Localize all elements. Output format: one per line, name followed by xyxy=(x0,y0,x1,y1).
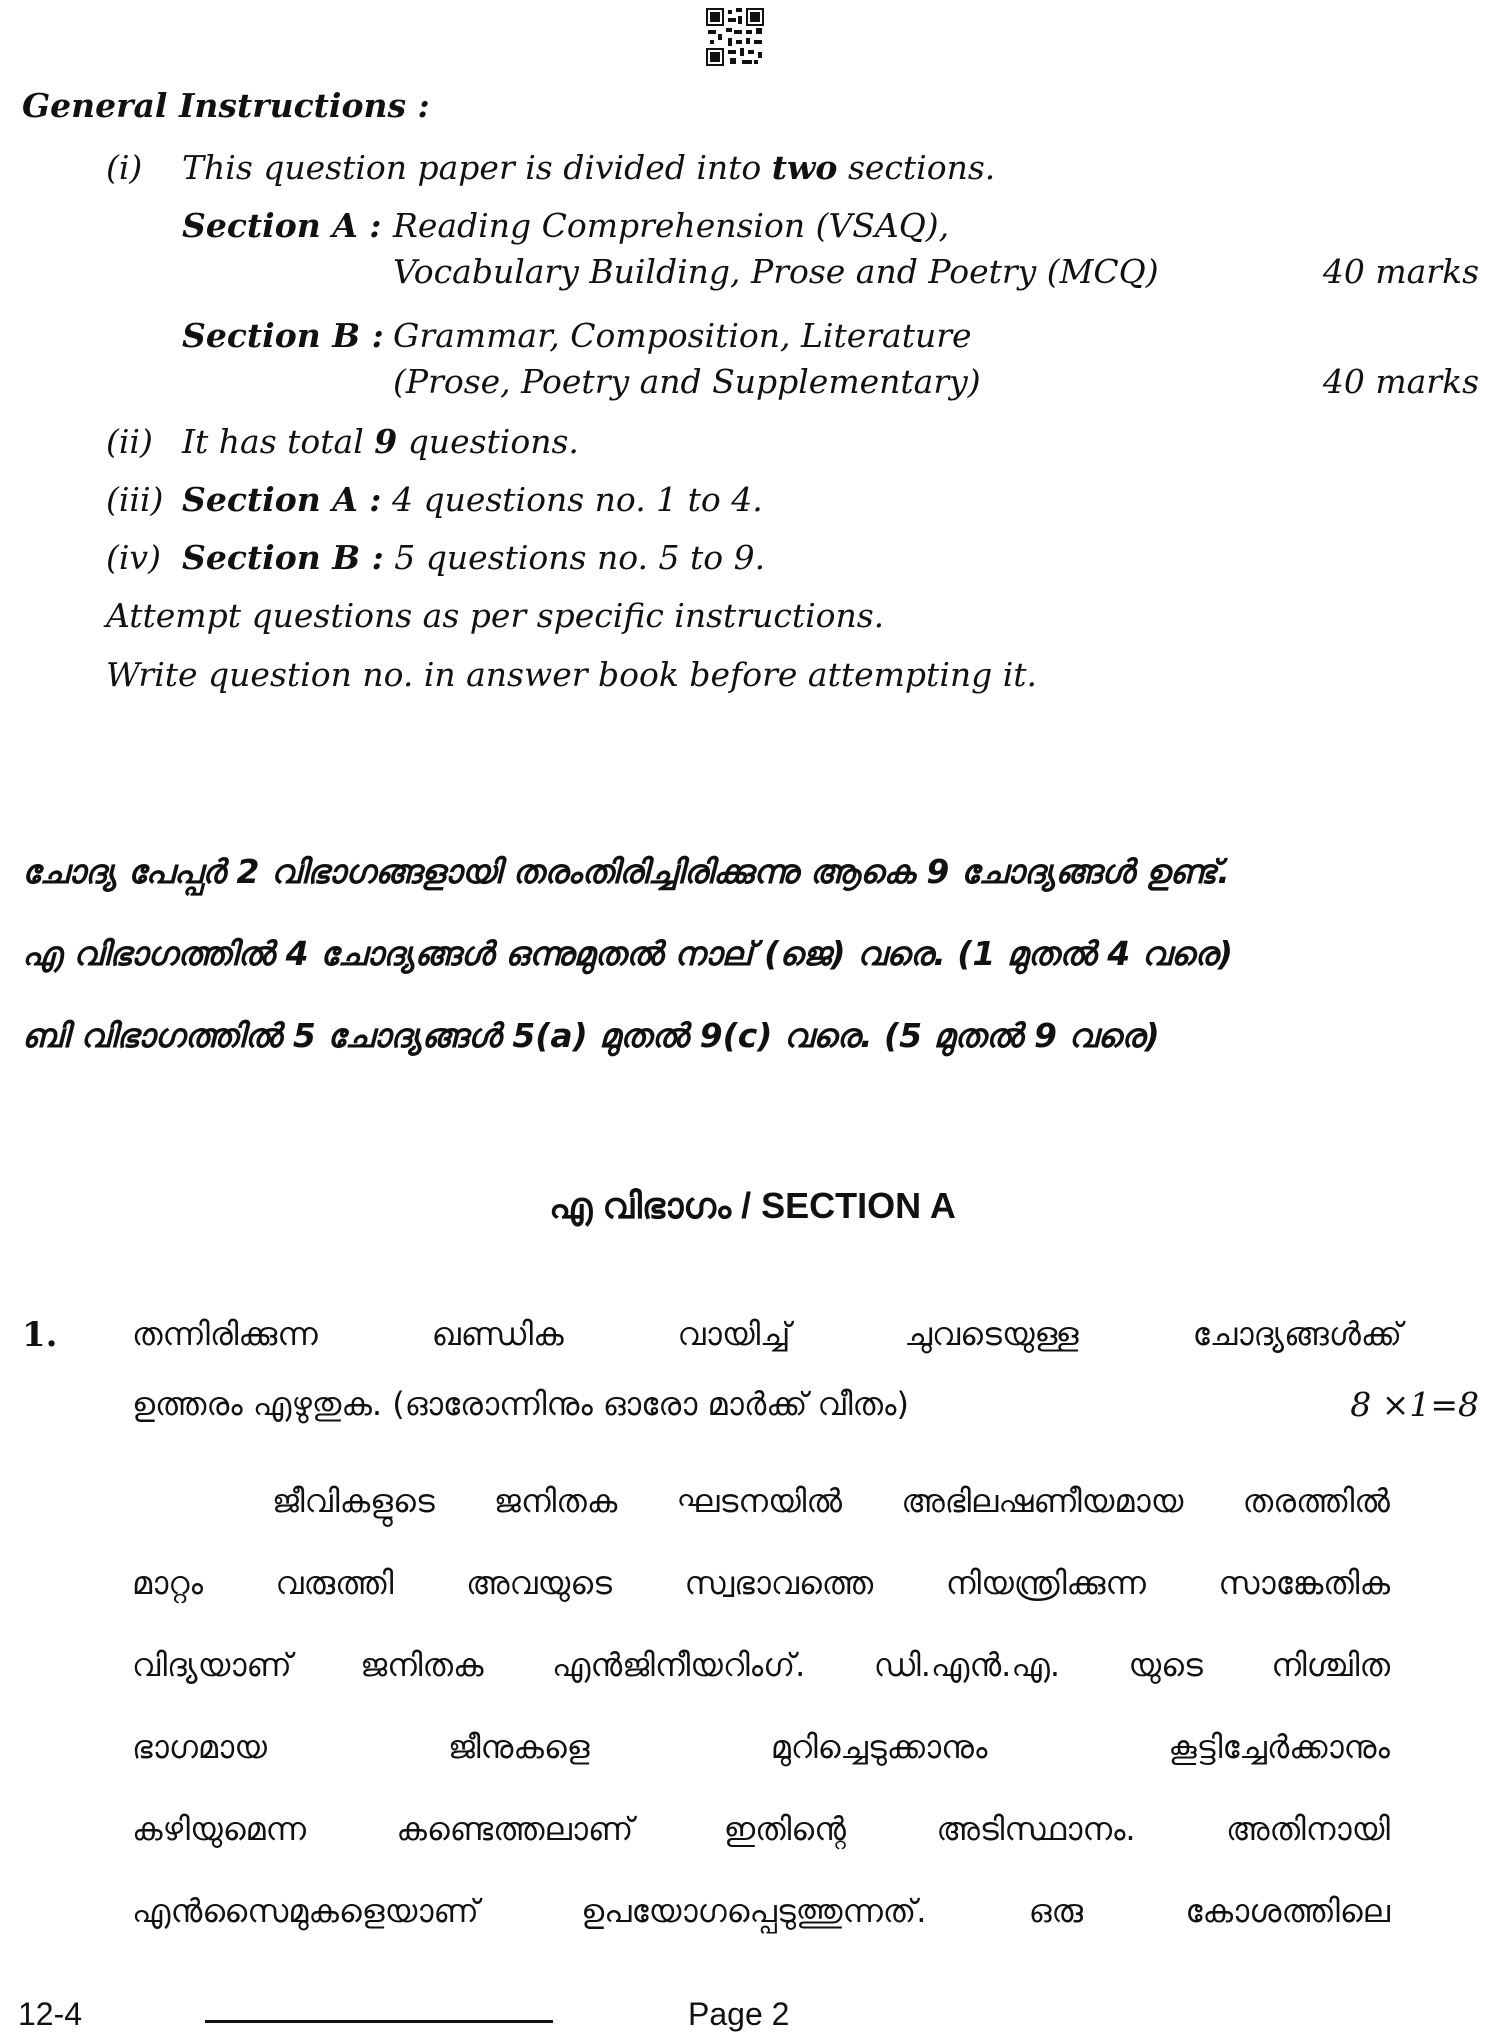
passage-word: കൂട്ടിച്ചേർക്കാനും xyxy=(1168,1728,1390,1766)
question-word: ചോദ്യങ്ങൾക്ക് xyxy=(1192,1315,1402,1353)
instruction-number: (iv) xyxy=(106,538,161,577)
malayalam-instruction: എ വിഭാഗത്തിൽ 4 ചോദ്യങ്ങൾ ഒന്നുമുതൽ നാല് (ജെ) വരെ. (1 മുതൽ 4 വരെ) xyxy=(22,934,1233,973)
footer-rule xyxy=(205,2020,553,2023)
passage-word: ഒരു xyxy=(1028,1892,1084,1930)
instruction-number: (ii) xyxy=(106,422,153,461)
instruction-text: This question paper is divided into xyxy=(182,148,772,187)
question-word: തന്നിരിക്കുന്ന xyxy=(132,1315,318,1353)
passage-word: മുറിച്ചെടുക്കാനും xyxy=(770,1728,988,1766)
instruction-number: (iii) xyxy=(106,480,164,519)
section-a-line1: Reading Comprehension (VSAQ), xyxy=(393,206,950,245)
passage-word: ഡി.എൻ.എ. xyxy=(873,1646,1061,1684)
passage-word: ഇതിന്റെ xyxy=(723,1810,846,1848)
question-word: ഖണ്ഡിക xyxy=(431,1315,564,1353)
passage-line xyxy=(132,1810,1390,1849)
passage-word: കോശത്തിലെ xyxy=(1185,1892,1390,1930)
instruction-item: Section B : 5 questions no. 5 to 9. xyxy=(182,538,766,577)
passage-word: അടിസ്ഥാനം. xyxy=(936,1810,1136,1848)
qr-code-icon xyxy=(706,8,764,66)
question-word: ചുവടെയുള്ള xyxy=(904,1315,1079,1353)
section-b-label: Section B : xyxy=(182,316,384,355)
instruction-item: Section A : 4 questions no. 1 to 4. xyxy=(182,480,763,519)
passage-word: ജനിതക xyxy=(493,1482,618,1520)
general-instructions-heading: General Instructions : xyxy=(22,86,430,125)
passage-word: അഭിലഷണീയമായ xyxy=(901,1482,1184,1520)
passage-word: ജീനുകളെ xyxy=(447,1728,590,1766)
question-line xyxy=(132,1315,1402,1354)
write-note: Write question no. in answer book before attempting it. xyxy=(106,655,1038,694)
footer-paper-code: 12-4 xyxy=(18,1996,83,2032)
passage-word: ഭാഗമായ xyxy=(132,1728,267,1766)
passage-word: നിയന്ത്രിക്കുന്ന xyxy=(945,1564,1146,1602)
question-line: ഉത്തരം എഴുതുക. (ഓരോന്നിനും ഓരോ മാർക്ക് വീതം) xyxy=(132,1385,909,1423)
passage-word: എൻസൈമുകളെയാണ് xyxy=(132,1892,479,1930)
passage-word: ഘടനയിൽ xyxy=(676,1482,843,1520)
question-word: വായിച്ച് xyxy=(677,1315,791,1353)
instruction-emphasis: two xyxy=(771,148,838,187)
attempt-note: Attempt questions as per specific instructions. xyxy=(106,596,885,635)
passage-word: വിദ്യയാണ് xyxy=(132,1646,292,1684)
section-a-line2: Vocabulary Building, Prose and Poetry (MCQ) xyxy=(393,252,1159,291)
section-title: എ വിഭാഗം / SECTION A xyxy=(549,1185,956,1226)
malayalam-instruction: ചോദ്യ പേപ്പർ 2 വിഭാഗങ്ങളായി തരംതിരിച്ചിരിക്കുന്നു ആകെ 9 ചോദ്യങ്ങൾ ഉണ്ട്. xyxy=(22,852,1230,891)
passage-word: തരത്തിൽ xyxy=(1242,1482,1390,1520)
section-b-marks: 40 marks xyxy=(1322,362,1479,401)
passage-word: കഴിയുമെന്ന xyxy=(132,1810,306,1848)
passage-word: ജനിതക xyxy=(360,1646,484,1684)
passage-word: ജീവികളുടെ xyxy=(272,1482,435,1520)
section-b-line2: (Prose, Poetry and Supplementary) xyxy=(393,362,981,401)
passage-word: അവയുടെ xyxy=(465,1564,612,1602)
passage-word: നിശ്ചിത xyxy=(1271,1646,1390,1684)
passage-line xyxy=(132,1728,1390,1767)
instruction-text: sections. xyxy=(837,148,996,187)
footer-page-number: Page 2 xyxy=(688,1996,790,2032)
passage-word: മാറ്റം xyxy=(132,1564,204,1602)
section-a-label: Section A : xyxy=(182,206,382,245)
passage-line xyxy=(132,1646,1390,1685)
passage-word: കണ്ടെത്തലാണ് xyxy=(396,1810,634,1848)
section-a-marks: 40 marks xyxy=(1322,252,1479,291)
passage-word: ഉപയോഗപ്പെടുത്തുന്നത്. xyxy=(581,1892,927,1930)
malayalam-instruction: ബി വിഭാഗത്തിൽ 5 ചോദ്യങ്ങൾ 5(a) മുതൽ 9(c) വരെ. (5 മുതൽ 9 വരെ) xyxy=(22,1016,1160,1055)
passage-word: എൻജിനീയറിംഗ്. xyxy=(551,1646,806,1684)
instruction-number: (i) xyxy=(106,148,143,187)
passage-word: സാങ്കേതിക xyxy=(1218,1564,1390,1602)
question-marks: 8 ×1=8 xyxy=(1350,1385,1479,1424)
question-number: 1. xyxy=(22,1315,58,1355)
passage-word: വരുത്തി xyxy=(275,1564,394,1602)
passage-line xyxy=(132,1564,1390,1603)
passage-word: യുടെ xyxy=(1128,1646,1203,1684)
passage-word: അതിനായി xyxy=(1226,1810,1390,1848)
section-b-line1: Grammar, Composition, Literature xyxy=(393,316,972,355)
passage-line xyxy=(132,1892,1390,1931)
passage-line xyxy=(272,1482,1390,1521)
instruction-item xyxy=(182,148,995,187)
instruction-item: It has total 9 questions. xyxy=(182,422,579,461)
passage-word: സ്വഭാവത്തെ xyxy=(684,1564,874,1602)
